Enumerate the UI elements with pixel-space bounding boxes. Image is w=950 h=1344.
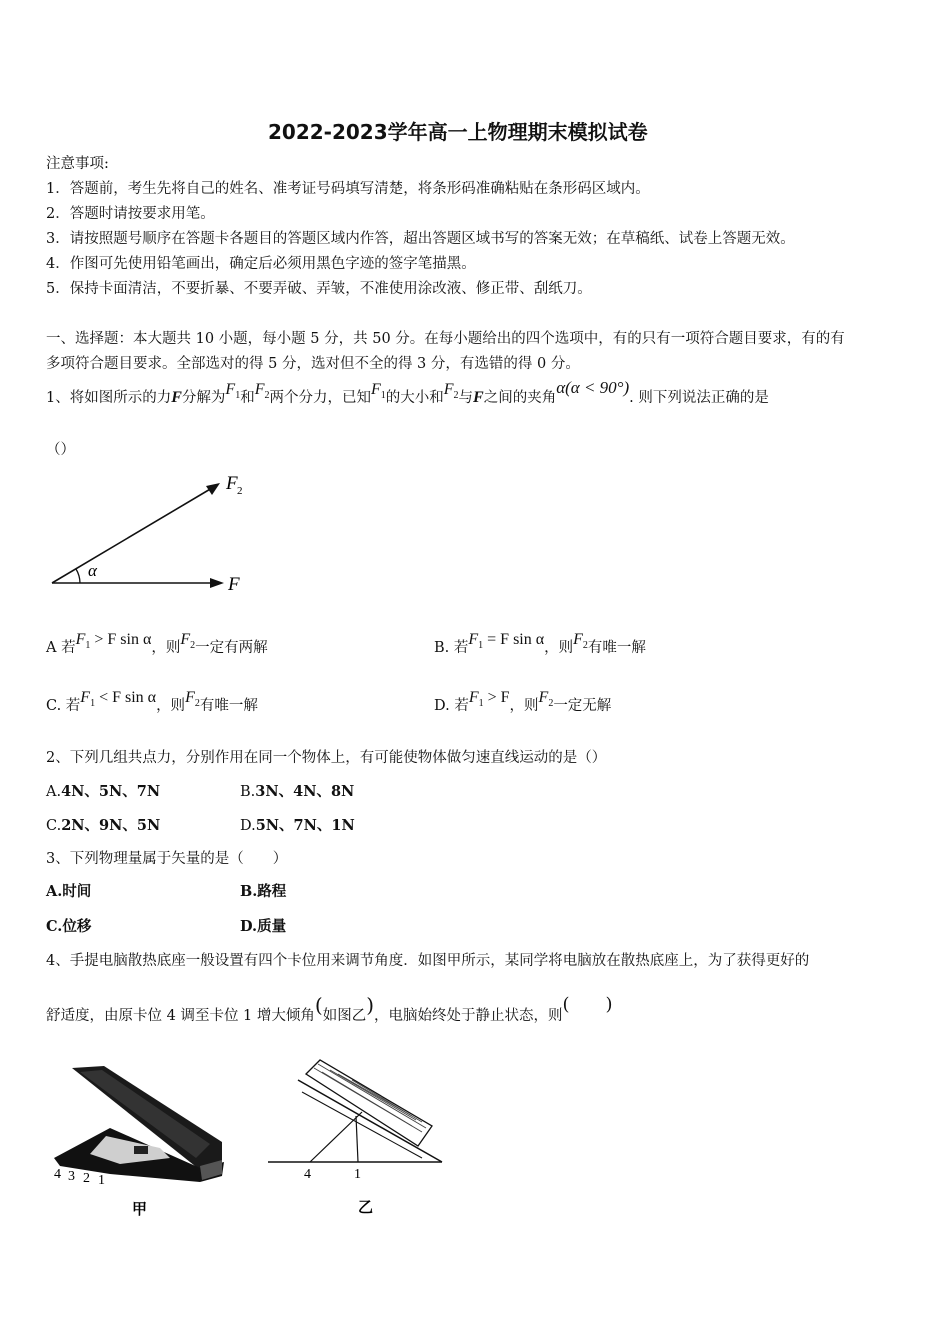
notice-item-4: 4．作图可先使用铅笔画出，确定后必须用黑色字迹的签字笔描黑。	[46, 256, 476, 272]
q1-text-3: 和	[240, 390, 255, 406]
q1-option-d-F2: $F_2$	[538, 689, 554, 710]
label-F: F	[228, 574, 240, 595]
q1-option-c[interactable]	[46, 688, 258, 730]
q2-option-d[interactable]: D.5N、7N、1N	[240, 817, 355, 834]
slot-label-4: 4	[54, 1167, 61, 1182]
force-F2-line	[52, 488, 212, 583]
q4-text-a: 舒适度，由原卡位 4 调至卡位 1 增大倾角	[46, 1008, 315, 1024]
q1-var-F2: $F_2$	[254, 381, 270, 402]
q1-var-F: F	[171, 389, 182, 406]
q4-bracket: ( )	[562, 994, 613, 1015]
q1-option-b[interactable]	[434, 630, 646, 672]
q1-option-a[interactable]	[46, 630, 268, 672]
q1-option-b-mid: ，则	[544, 640, 574, 656]
q1-option-b-prefix: B. 若	[434, 640, 469, 656]
q4-stem-line1: 4、手提电脑散热底座一般设置有四个卡位用来调节角度．如图甲所示，某同学将电脑放在散热底座上，为了获得更好的	[46, 953, 810, 969]
q1-angle-expr: α(α < 90°)	[556, 378, 630, 397]
q1-var-F1: $F_1$	[225, 381, 241, 402]
stand-hinge	[134, 1146, 148, 1154]
q1-option-a-mid: ，则	[151, 640, 181, 656]
page-title: 2022-2023学年高一上物理期末模拟试卷	[268, 120, 648, 144]
q1-text-6: 与	[458, 390, 474, 406]
q1-text-5: 的大小和	[385, 390, 444, 406]
q1-option-a-F1: $F_1 > F$ sin α	[75, 631, 152, 652]
q1-force-diagram	[46, 468, 256, 603]
q2-option-b[interactable]: B.3N、4N、8N	[240, 783, 355, 800]
notice-item-1: 1．答题前，考生先将自己的姓名、准考证号码填写清楚，将条形码准确粘贴在条形码区域内。	[46, 181, 650, 197]
q1-option-c-F1: $F_1 < F$ sin α	[80, 689, 157, 710]
q2-option-a[interactable]: A.4N、5N、7N	[46, 783, 161, 800]
q1-option-d[interactable]	[434, 688, 611, 730]
angle-arc	[76, 569, 80, 583]
q1-option-c-prefix: C. 若	[46, 698, 81, 714]
q1-option-c-suffix: 有唯一解	[199, 698, 258, 714]
notice-item-2: 2．答题时请按要求用笔。	[46, 206, 215, 222]
slot-label-3: 3	[68, 1169, 75, 1184]
q4-rparen: )	[366, 993, 375, 1017]
q1-option-a-suffix: 一定有两解	[195, 640, 268, 656]
q1-option-d-F1: $F_1 > F$	[468, 689, 510, 710]
q3-option-c[interactable]: C.位移	[46, 918, 92, 935]
q4-figure-yi	[262, 1052, 452, 1222]
q1-stem	[46, 380, 769, 421]
q3-option-a[interactable]: A.时间	[46, 883, 92, 900]
q1-option-c-F2: $F_2$	[185, 689, 200, 710]
q4-text-b: 如图乙	[322, 1008, 367, 1024]
q3-option-b[interactable]: B.路程	[240, 883, 287, 900]
caption-yi: 乙	[358, 1198, 374, 1216]
slot-label-2: 2	[83, 1171, 90, 1186]
q4-lparen: (	[314, 993, 323, 1017]
q1-option-d-prefix: D. 若	[434, 698, 469, 714]
notice-item-5: 5．保持卡面清洁，不要折暴、不要弄破、弄皱，不准使用涂改液、修正带、刮纸刀。	[46, 281, 592, 297]
notice-item-3: 3．请按照题号顺序在答题卡各题目的答题区域内作答，超出答题区域书写的答案无效；在草稿纸、试卷上答题无效。	[46, 231, 795, 247]
q1-option-b-F2: $F_2$	[573, 631, 588, 652]
q1-option-d-mid: ，则	[509, 698, 539, 714]
q1-option-a-prefix: A 若	[46, 640, 76, 656]
q2-option-c[interactable]: C.2N、9N、5N	[46, 817, 161, 834]
yi-label-1: 1	[354, 1167, 361, 1182]
q3-stem: 3、下列物理量属于矢量的是（ ）	[46, 851, 288, 867]
q1-text-7: 之间的夹角	[483, 390, 557, 406]
slot-label-1: 1	[98, 1173, 105, 1188]
q1-option-c-mid: ，则	[156, 698, 186, 714]
q2-stem: 2、下列几组共点力，分别作用在同一个物体上，有可能使物体做匀速直线运动的是（）	[46, 750, 607, 766]
yi-label-4: 4	[304, 1167, 311, 1182]
laptop-body	[306, 1060, 432, 1146]
label-alpha: α	[88, 561, 97, 580]
q4-stem-line2	[46, 993, 613, 1033]
q3-option-d[interactable]: D.质量	[240, 918, 287, 935]
section-heading-line1: 一、选择题：本大题共 10 小题，每小题 5 分，共 50 分。在每小题给出的四个选项中，有的只有一项符合题目要求，有的有	[46, 331, 845, 347]
label-F2-sub: 2	[237, 485, 243, 497]
support-4	[310, 1112, 362, 1162]
q1-option-b-F1: $F_1 = F$ sin α	[468, 631, 545, 652]
q1-var-F2b: $F_2$	[443, 381, 459, 402]
label-F2: F	[226, 473, 238, 494]
q1-text-4: 两个分力，已知	[269, 390, 371, 406]
q1-text-1: 1、将如图所示的力	[46, 390, 172, 406]
q1-text-2: 分解为	[181, 390, 226, 406]
q1-option-a-F2: $F_2$	[180, 631, 196, 652]
q1-option-b-suffix: 有唯一解	[587, 640, 646, 656]
q4-text-c: ，电脑始终处于静止状态，则	[374, 1008, 563, 1024]
q1-text-8: . 则下列说法正确的是	[629, 390, 769, 406]
q1-option-d-suffix: 一定无解	[553, 698, 612, 714]
q1-var-F-b: F	[473, 389, 484, 406]
caption-jia: 甲	[132, 1200, 148, 1218]
section-heading-line2: 多项符合题目要求。全部选对的得 5 分，选对但不全的得 3 分，有选错的得 0 分。	[46, 356, 580, 372]
force-F-arrowhead	[210, 578, 224, 588]
force-F2-arrowhead	[206, 483, 220, 495]
q1-var-F1b: $F_1$	[370, 381, 386, 402]
q1-bracket: （）	[46, 442, 75, 458]
notice-heading: 注意事项:	[46, 156, 109, 172]
q4-figure-jia	[50, 1062, 230, 1222]
